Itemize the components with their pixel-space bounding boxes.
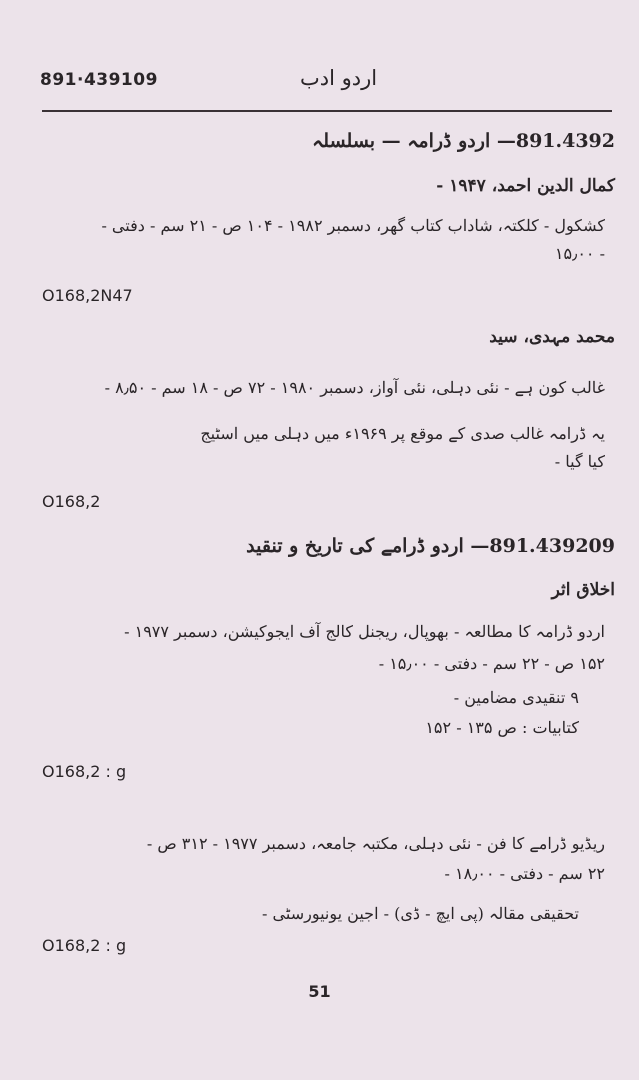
page-number: 51	[308, 982, 331, 1001]
call-number: O168,2	[42, 492, 101, 511]
entry-line: یہ ڈرامہ غالب صدی کے موقع پر ۱۹۶۹ء میں دہلی میں اسٹیج	[200, 424, 605, 443]
entry-author: کمال الدین احمد، ۱۹۴۷ -	[436, 176, 615, 196]
section-heading-891-4392: 891.4392— اردو ڈرامہ — بسلسلہ	[312, 130, 615, 152]
entry-line: ۱۵٫۰۰ -	[554, 244, 605, 263]
entry-line: کشکول - کلکتہ، شاداب کتاب گھر، دسمبر ۱۹۸۲ - ۱۰۴ ص - ۲۱ سم - دفتی -	[101, 216, 605, 235]
entry-line: کتابیات : ص ۱۳۵ - ۱۵۲	[425, 718, 579, 737]
header-title: اردو ادب	[300, 66, 378, 90]
call-number: O168,2 : g	[42, 762, 127, 781]
entry-line: کیا گیا -	[554, 452, 605, 471]
header-class-number: 891·439109	[40, 70, 158, 90]
entry-line: ۲۲ سم - دفتی - ۱۸٫۰۰ -	[444, 864, 605, 883]
entry-line: ۹ تنقیدی مضامین -	[453, 688, 579, 707]
entry-line: غالب کون ہے - نئی دہلی، نئی آواز، دسمبر ۱۹۸۰ - ۷۲ ص - ۱۸ سم - ۸٫۵۰ -	[104, 378, 605, 397]
entry-author: اخلاق اثر	[551, 580, 615, 600]
call-number: O168,2N47	[42, 286, 133, 305]
entry-line: اردو ڈرامہ کا مطالعہ - بھوپال، ریجنل کالج آف ایجوکیشن، دسمبر ۱۹۷۷ -	[124, 622, 605, 641]
entry-line: ریڈیو ڈرامے کا فن - نئی دہلی، مکتبہ جامعہ، دسمبر ۱۹۷۷ - ۳۱۲ ص -	[146, 834, 605, 853]
header-divider	[42, 110, 612, 112]
call-number: O168,2 : g	[42, 936, 127, 955]
entry-line: ۱۵۲ ص - ۲۲ سم - دفتی - ۱۵٫۰۰ -	[378, 654, 605, 673]
entry-line: تحقیقی مقالہ (پی ایچ - ڈی) - اجین یونیورسٹی -	[262, 904, 579, 923]
entry-author: محمد مہدی، سید	[489, 327, 615, 347]
section-heading-891-439209: 891.439209— اردو ڈرامے کی تاریخ و تنقید	[246, 535, 615, 557]
